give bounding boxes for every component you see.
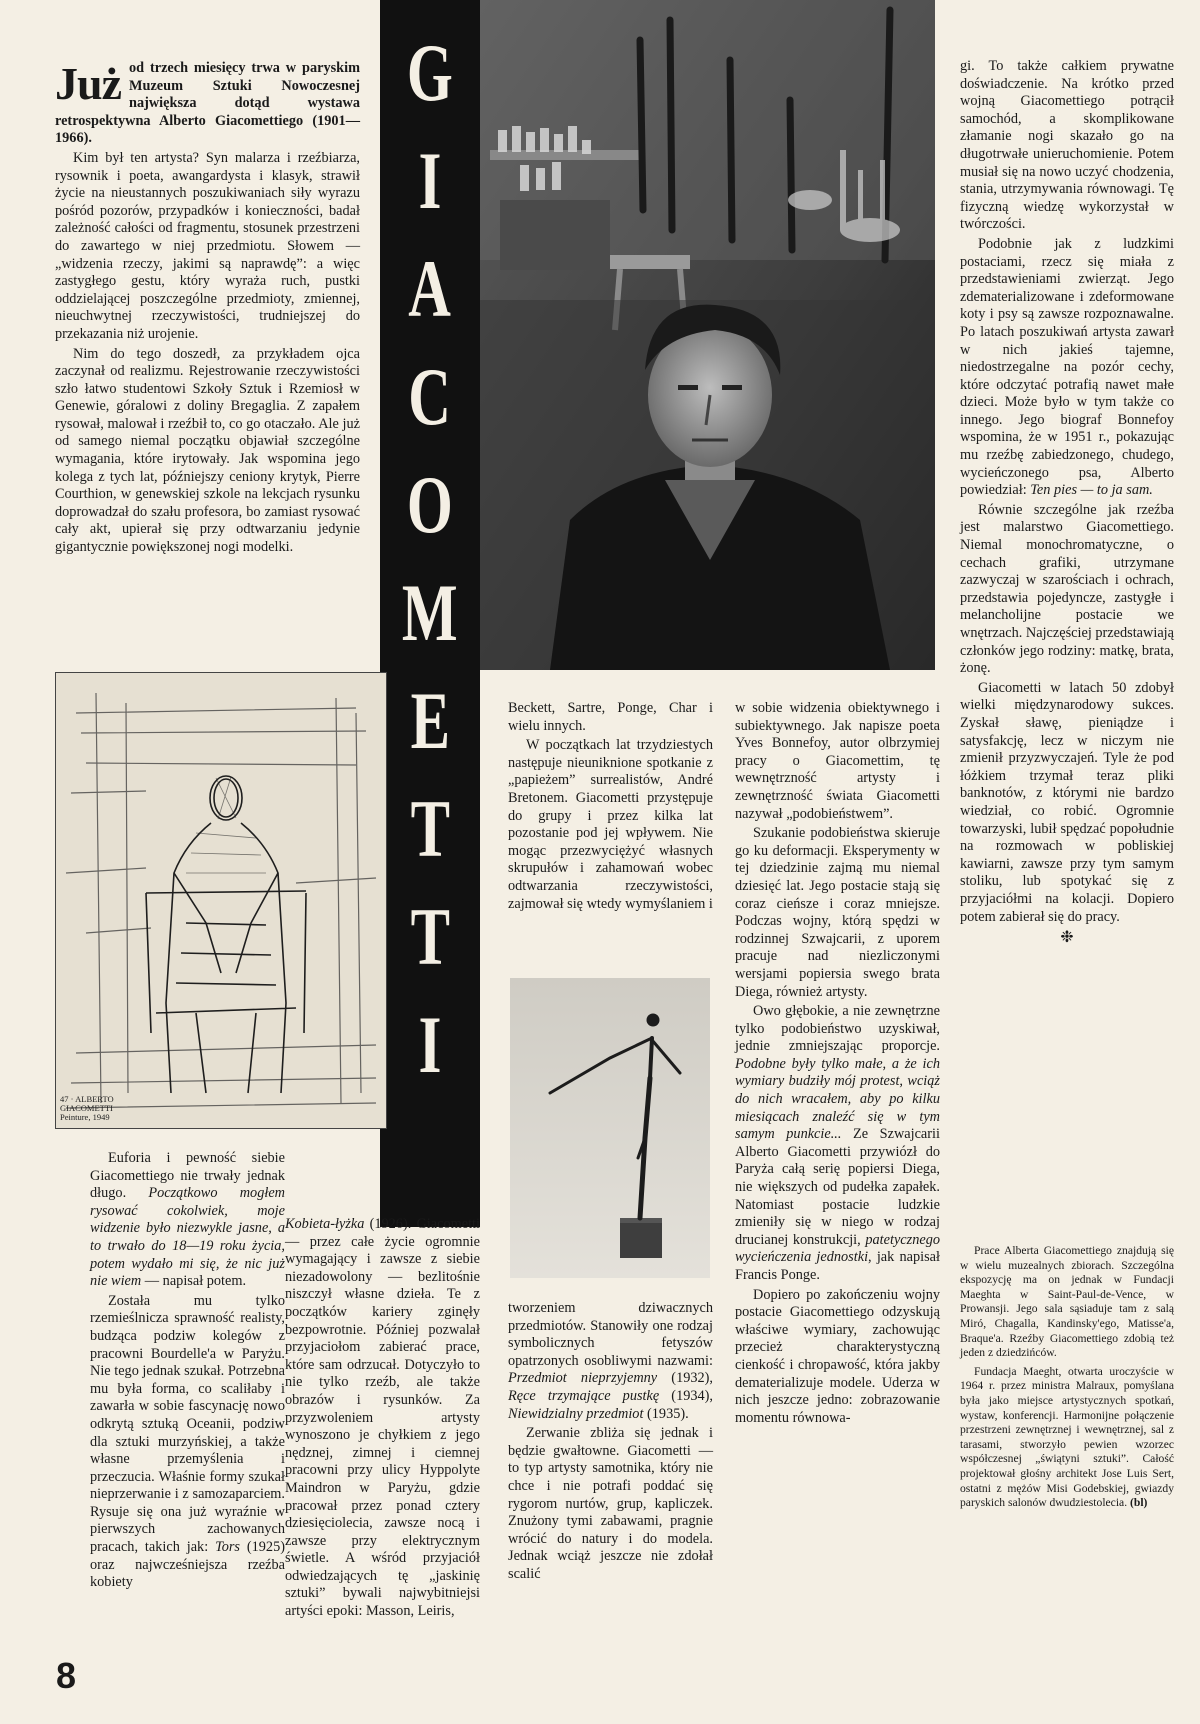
page-number: 8 [56,1655,77,1696]
drawing-image [56,673,386,1128]
drawing-caption-line: Peinture, 1949 [60,1112,110,1122]
mid2-paragraph-2 [735,1003,940,1285]
work-title: Niewidzialny przedmiot [508,1405,644,1422]
right-paragraph-0: gi. To także całkiem prywatne doświadczenie. Na krótko przed wojną Giacomettiego potrącił samochód, a skomplikowane złamanie nogi skazało go na długotrwałe unieruchomienie. Potem musiał się na nowo uczyć chodzenia, stania, utrzymywania równowagi. Tę fizyczną wiedzę wykorzystał w twórczości. [960,58,1174,233]
author-signature: (bl) [1130,1496,1148,1510]
mid2-text: , jak napisał Francis Ponge. [735,1249,940,1283]
note-2-text: Fundacja Maeght, otwarta uroczyście w 1964 r. przez ministra Malraux, pomyślana była jako miejsce artystycznych spotkań, wystaw, konferencji. Harmonijne połączenie przestrzeni zewnętrznej i wewnętrznej, sal z tarasami, stworzyło pewien wzorzec współczesnej „świątyni sztuki”. Całość projektował głośny architekt Jose Luis Sert, ostatni z mężów Misi Godebskiej, gwiazdy paryskich salonów dwudziestolecia. [960,1364,1174,1510]
intro-paragraph-1: Kim był ten artysta? Syn malarza i rzeźbiarza, rysownik i poeta, awangardysta i klasyk, strawił życie na nieustannych poszukiwaniach siły wyrazu pośród pozorów, przypadków i konieczności, badał zależność całości od fragmentu, stosunek przestrzeni do zawartego w niej przedmiotu. Słowem — „widzenia rzeczy, jakimi są naprawdę”: a więc zastygłego gestu, który wyraża ruch, pustki oddzielającej poszczególne przedmioty, zmiennej, nieuchwytnej rzeczywistości, trudniejszej do przekazania niż urojenie. [55,149,360,342]
title-letter: T [410,783,450,874]
drawing-caption [60,1095,114,1122]
left2-bottom-text: (1926). Giacometti — przez całe życie ogromnie wymagający i zawsze z siebie niezadowolony — bezlitośnie niszczył własne dzieła. Te z początków kariery zginęły bezpowrotnie. Później pozwalał przyjaciołom zabierać prace, które sam odrzucał. Dotyczyło to nie tylko rzeźb, ale także obrazów i rysunków. Za przyzwoleniem artysty wynoszono je chyłkiem z jego nędznej, zimnej i ciemnej pracowni przy ulicy Hyppolyte Maindron w Paryżu, gdzie pracował przez ponad cztery dziesięciolecia, zawsze nocą i zawsze przy elektrycznym świetle. A wśród przyjaciół odwiedzających tę „jaskinię sztuki” bywali najwybitniejsi artyści epoki: Masson, Leiris, [285,1216,480,1620]
title-letter: T [410,891,450,982]
title-letter: M [402,567,458,658]
left-bottom-paragraph-1 [90,1150,285,1291]
mid1b-text: (1932), [657,1370,713,1387]
title-letter: I [418,135,442,226]
left2-bottom-column [285,1216,480,1623]
title-letter: C [408,351,452,442]
studio-photo-image [480,0,935,670]
mid2-text: Ze Szwajcarii Alberto Giacometti przywiózł do Paryża całą serię popiersi Diega, nie większych od pudełka zapałek. Natomiast postacie ludzkie zmieniły się w niego w rodzaj drucianej konstrukcji, [735,1126,940,1248]
mid1b-text: (1934), [659,1387,713,1404]
intro-paragraph-2: Nim do tego doszedł, za przykładem ojca zaczynał od realizmu. Rejestrowanie rzeczywistości szło łatwo studentowi Szkoły Sztuk i Rzemiosł w Genewie, góralowi z doliny Bregaglia. Z zapałem rysował, malował i rzeźbił to, co go otaczało. Ale już od samego niemal początku objawiał szczególne wymagania, które irytowały. Jak wspomina jego kolega z tych lat, późniejszy ceniony krytyk, Pierre Courthion, w genewskiej szkole na lekcjach rysunku doprowadzał do szału profesora, bo zamiast rysować cały akt, upierał się przy odtwarzaniu jedynie gigantycznie powiększonej nogi modelki. [55,345,360,556]
article-title [380,18,480,1098]
title-letter: G [407,27,453,118]
mid1b-paragraph-1: Zerwanie zbliża się jednak i będzie gwałtowne. Giacometti — to typ artysty samotnika, który nie chce i nie potrafi poddać się rygorom nurtów, grup, kapliczek. Znużony tymi zabawami, pragnie wrócić do natury i do modela. Jednak wciąż jeszcze nie zdołał scalić [508,1425,713,1582]
left-bottom-paragraph-2 [90,1293,285,1592]
mid2-paragraph-1: Szukanie podobieństwa skieruje go ku deformacji. Eksperymenty w tej dziedzinie zajmą mu niemal dziesięć lat. Jego postacie stają się coraz cieńsze i coraz mniejsze. Podczas wojny, którą spędzi w rodzinnej Szwajcarii, z uporem pracuje nad niezliczonymi wersjami popiersia swego brata Diega, również artysty. [735,825,940,1000]
mid2-paragraph-3: Dopiero po zakończeniu wojny postacie Giacomettiego odzyskują właściwe wymiary, zachowując przecież charakterystyczną cienkość i chropawość, która jakby dematerializuje modele. Uderza w nich jeszcze jedno: zobrazowanie momentu równowa- [735,1286,940,1426]
left-bottom-text: — napisał potem. [141,1273,247,1290]
separator-asterisk: ❉ [1060,929,1074,947]
right-paragraph-1-quote: Ten pies — to ja sam. [1030,482,1153,499]
left-bottom-column [90,1150,285,1594]
middle-column-1-bottom [508,1300,713,1586]
notes-column [960,1244,1174,1515]
middle-column-2 [735,700,940,1429]
drawing-caption-line: 47 · ALBERTO [60,1094,114,1104]
right-paragraph-1-text: Podobnie jak z ludzkimi postaciami, rzecz się miała z przedstawieniami zwierząt. Jego zdematerializowane i zdeformowane koty i psy są zawsze rozpoznawalne. Po latach poszukiwań artysta zawarł w nich jakieś tajemne, niedostrzegalne na pozór cechy, które odczytać potrafią nawet małe dzieci. Może było w tym także co innego. Jego biograf Bonnefoy wspomina, że w 1951 r., pokazując mu rzeźbę zabiedzonego, chudego, wycieńczonego psa, Alberto powiedział: [960,235,1174,499]
note-1: Prace Alberta Giacomettiego znajdują się w wielu muzealnych zbiorach. Szczególna ekspozycję ma on jednak w Fundacji Maeghta w Saint-Paul-de-Vence, w Prowansji. Jego sala sąsiaduje tam z salą Miró, Chagalla, Kandinsky'ego, Matisse'a, Braque'a. Rzeźby Giacomettiego zdobią też jeden z dziedzińców. [960,1244,1174,1360]
left-bottom-text: (1925) oraz najwcześniejsza rzeźba kobiety [90,1539,285,1591]
mid1b-paragraph-0 [508,1300,713,1423]
left-bottom-text: Euforia i pewność siebie Giacomettiego nie trwały jednak długo. [90,1150,285,1202]
mid1-paragraph-0: Beckett, Sartre, Ponge, Char i wielu innych. [508,700,713,734]
mid2-quote: Podobne były tylko małe, a że ich wymiary budziły mój protest, wciąż do nich wracałem, aby po kilku miesiącach znaleźć się w tym samym punkcie... [735,1055,940,1143]
mid1b-text: tworzeniem dziwacznych przedmiotów. Stanowiły one rodzaj symbolicznych fetyszów opatrzonych osobliwymi nazwami: [508,1300,713,1369]
mid2-text: Owo głębokie, a nie zewnętrzne tylko podobieństwo uzyskiwał, jednie zmniejszając proporcje. [735,1003,940,1055]
title-letter: I [418,999,442,1090]
right-paragraph-1 [960,236,1174,500]
left-bottom-quote: Początkowo mogłem rysować cokolwiek, moje widzenie było niezwykle jasne, a to trwało do 18—19 roku życia, potem wydało mi się, że nic już nie wiem [90,1185,285,1290]
title-letter: A [408,243,452,334]
work-title: Ręce trzymające pustkę [508,1387,660,1404]
drawing-caption-line: GIACOMETTI [60,1103,113,1113]
sculpture-photo [510,978,710,1278]
right-column [960,58,1174,950]
dropcap: Już [55,58,121,109]
mid2-quote: patetycznego wycieńczenia jednostki [735,1231,940,1266]
note-2 [960,1365,1174,1511]
title-letter: O [407,459,453,550]
mid2-paragraph-0: w sobie widzenia obiektywnego i subiektywnego. Jak napisze poeta Yves Bonnefoy, autor olbrzymiej pracy o Giacomettim, tę wewnętrzność artysty i zewnętrzność świata Giacometti nazywał „podobieństwem”. [735,700,940,822]
intro-column [55,60,360,559]
mid1b-text: (1935). [643,1405,689,1422]
lead-paragraph: od trzech miesięcy trwa w paryskim Muzeum Sztuki Nowoczesnej największa dotąd wystawa retrospektywna Alberto Giacomettiego (1901—1966). [55,60,360,147]
title-bar [380,0,480,1227]
right-paragraph-2: Równie szczególne jak rzeźba jest malarstwo Giacomettiego. Niemal monochromatyczne, o cechach grafiki, utrzymane zazwyczaj w szarościach i ochrach, przedstawia pojedyncze, zastygłe i melancholijne postacie we wnętrzach. Najczęściej przedstawiają członków jego rodziny: matkę, brata, żonę. [960,501,1174,677]
right-paragraph-3: Giacometti w latach 50 zdobył wielki międzynarodowy sukces. Zyskał sławę, pieniądze i satysfakcję, lecz w niczym nie zmienił przyzwyczajeń. Tyle że pod łóżkiem trzymał teraz pliki banknotów, z którymi nie bardzo wiedział, co robić. Ogromnie towarzyski, lubił spędzać popołudnie na rozmowach w pobliskiej kawiarni, zawsze przy tym samym stoliku, lub spotykać się z przyjaciółmi na kolacji. Dopiero potem zabierał się do pracy. [960,679,1174,925]
middle-column-1 [508,700,713,915]
left2-bottom-paragraph [285,1216,480,1621]
left-bottom-text: Została mu tylko rzemieślnicza sprawność realisty, budząca podziw kolegów z pracowni Bourdelle'a w Paryżu. Nie tego jednak szukał. Potrzebna mu była forma, co scaliłaby i zawarła w sobie fascynację nowo odkrytą sztuką Oceanii, podziw dla sztuki murzyńskiej, a także własne przemyślenia i przeczucia. Właśnie formy szukał nieprzerwanie i z samozaparciem. Rysuje się ona już wyraźnie w pierwszych zachowanych pracach, takich jak: [90,1292,285,1556]
work-title: Tors [215,1539,240,1556]
title-letter: E [410,675,450,766]
portrait-photo [480,0,935,670]
work-title: Kobieta-łyżka [285,1216,365,1232]
mid1-paragraph-1: W początkach lat trzydziestych następuje nieuniknione spotkanie z „papieżem” surrealistów, André Bretonem. Giacometti przystępuje do grupy i przez kilka lat pozostanie pod jej wpływem. Nie mogąc przezwyciężyć własnych skrupułów i zahamowań wobec odtwarzania rzeczywistości, zajmował się wtedy wymyślaniem i [508,737,713,912]
walking-figure-sculpture-image [510,978,710,1278]
work-title: Przedmiot nieprzyjemny [508,1370,658,1387]
seated-figure-drawing [55,672,387,1129]
